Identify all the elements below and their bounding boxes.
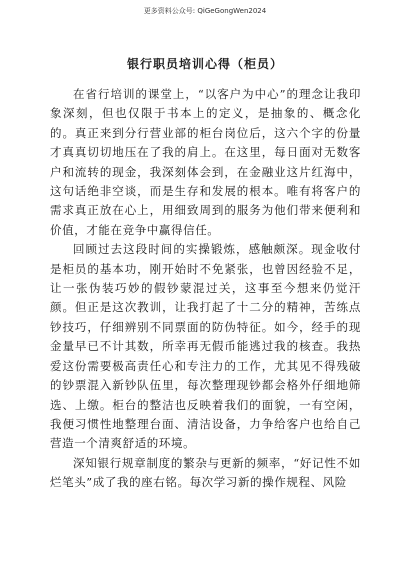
paragraph-2: 回顾过去这段时间的实操锻炼，感触颇深。现金收付是柜员的基本功，刚开始时不免紧张，也曾因经验不足，让一张伪装巧妙的假钞蒙混过关，这事至今想来仍觉汗颜。但正是这次教训，让我打起了十二分的精神，苦练点钞技巧，仔细辨别不同票面的防伪特征。如今，经手的现金量早已不计其数，所幸再无假币能逃过我的核查。我热爱这份需要极高责任心和专注力的工作，尤其见不得残破的钞票混入新钞队伍里，每次整理现钞都会格外仔细地筛选、上缴。柜台的整洁也反映着我们的面貌，一有空闲，我便习惯性地整理台面、清洁设备，力争给客户也给自己营造一个清爽舒适的环境。 <box>50 242 361 451</box>
document-title: 银行职员培训心得（柜员） <box>126 57 283 71</box>
document-body <box>50 85 361 493</box>
paragraph-1: 在省行培训的课堂上，“以客户为中心”的理念让我印象深刻，但也仅限于书本上的定义，是抽象的、概念化的。真正来到分行营业部的柜台岗位后，这六个字的份量才真真切切地压在了我的肩上。在这里，每日面对无数客户和流转的现金，我深刻体会到，在金融业这片红海中，这句话绝非空谈，而是生存和发展的根本。唯有将客户的需求真正放在心上，用细致周到的服务为他们带来便利和价值，才能在竞争中赢得信任。 <box>50 87 361 237</box>
header-note: 更多资料公众号: QiGeGongWen2024 <box>143 7 267 15</box>
paragraph-3: 深知银行规章制度的繁杂与更新的频率，“好记性不如烂笔头”成了我的座右铭。每次学习新的操作规程、风险 <box>50 455 361 490</box>
